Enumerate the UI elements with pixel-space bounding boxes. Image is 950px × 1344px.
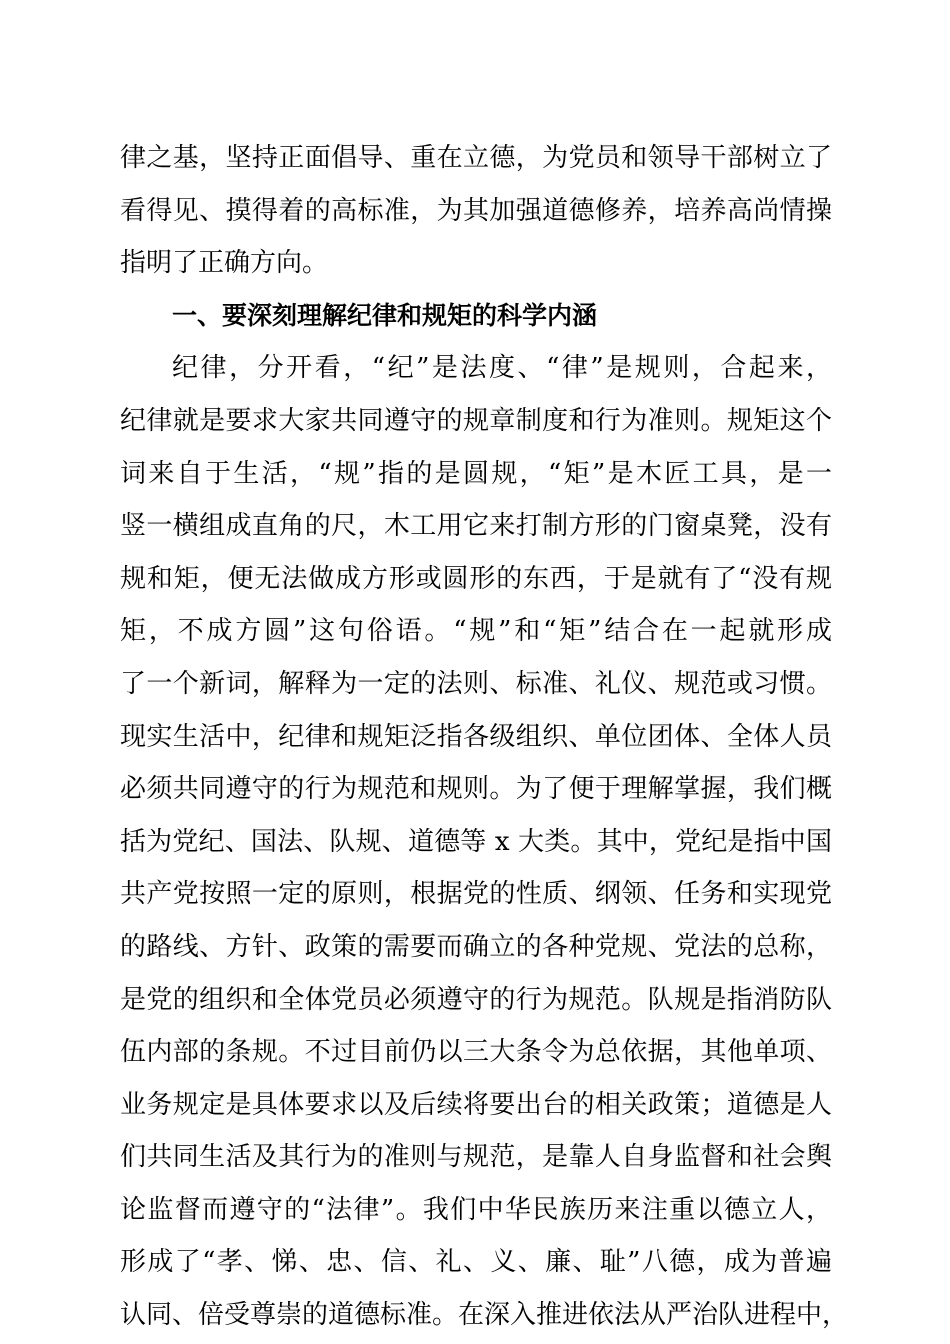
text-line: 律之基，坚持正面倡导、重在立德，为党员和领导干部树立了 — [120, 143, 832, 173]
text-line: 形成了“孝、悌、忠、信、礼、义、廉、耻”八德，成为普遍 — [120, 1247, 832, 1278]
text-line: 了一个新词，解释为一定的法则、标准、礼仪、规范或习惯。 — [120, 668, 832, 699]
text-line: 指明了正确方向。 — [120, 248, 329, 279]
text-line: 规和矩，便无法做成方形或圆形的东西，于是就有了“没有规 — [120, 563, 832, 594]
text-line: 论监督而遵守的“法律”。我们中华民族历来注重以德立人， — [120, 1194, 832, 1225]
text-line: 词来自于生活，“规”指的是圆规，“矩”是木匠工具，是一 — [120, 458, 832, 489]
text-line: 矩，不成方圆”这句俗语。“规”和“矩”结合在一起就形成 — [120, 616, 832, 647]
text-line: 必须共同遵守的行为规范和规则。为了便于理解掌握，我们概 — [120, 774, 832, 805]
text-line: 们共同生活及其行为的准则与规范，是靠人自身监督和社会舆 — [120, 1142, 832, 1173]
text-line: 认同、倍受尊崇的道德标准。在深入推进依法从严治队进程中， — [120, 1300, 849, 1331]
section-heading: 一、要深刻理解纪律和规矩的科学内涵 — [172, 300, 598, 330]
text-line: 纪律，分开看，“纪”是法度、“律”是规则，合起来， — [172, 353, 832, 384]
text-line: 是党的组织和全体党员必须遵守的行为规范。队规是指消防队 — [120, 984, 832, 1015]
text-line: 伍内部的条规。不过目前仍以三大条令为总依据，其他单项、 — [120, 1037, 832, 1068]
text-line: 业务规定是具体要求以及后续将要出台的相关政策；道德是人 — [120, 1089, 832, 1120]
document-body — [120, 132, 849, 1342]
text-line: 纪律就是要求大家共同遵守的规章制度和行为准则。规矩这个 — [120, 405, 832, 436]
text-line: 竖一横组成直角的尺，木工用它来打制方形的门窗桌凳，没有 — [120, 511, 832, 542]
text-line: 共产党按照一定的原则，根据党的性质、纲领、任务和实现党 — [120, 879, 832, 910]
text-line: 括为党纪、国法、队规、道德等 x 大类。其中，党纪是指中国 — [120, 826, 832, 857]
text-line: 的路线、方针、政策的需要而确立的各种党规、党法的总称， — [120, 931, 832, 962]
text-line: 看得见、摸得着的高标准，为其加强道德修养，培养高尚情操 — [120, 195, 832, 226]
text-line: 现实生活中，纪律和规矩泛指各级组织、单位团体、全体人员 — [120, 721, 832, 752]
